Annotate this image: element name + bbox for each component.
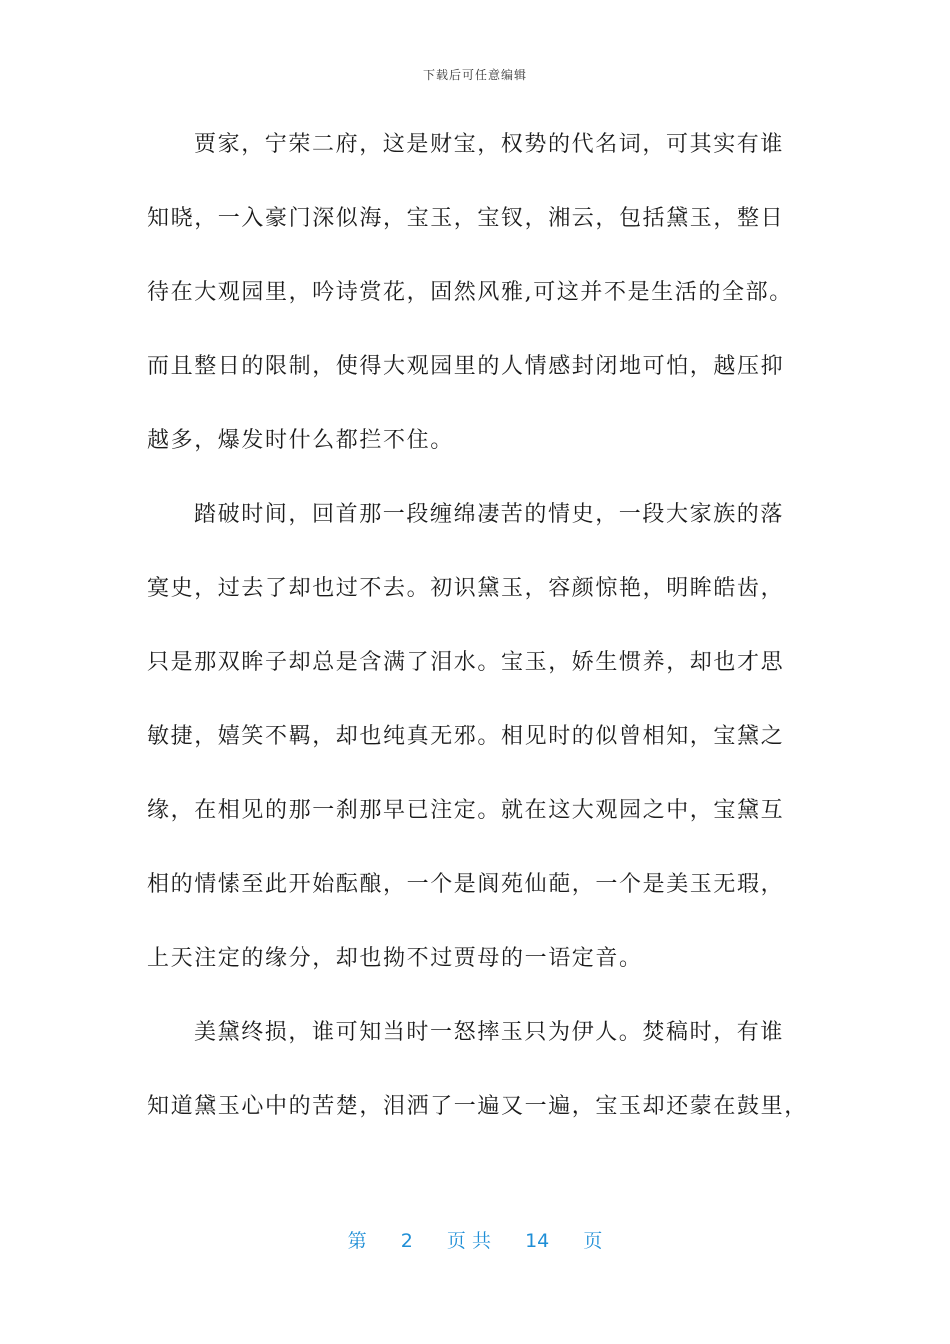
text-line: 上天注定的缘分，却也拗不过贾母的一语定音。 [147,946,643,971]
text-line: 寞史，过去了却也过不去。初识黛玉，容颜惊艳，明眸皓齿， [147,576,785,601]
page-header: 下载后可任意编辑 [422,68,527,82]
text-line: 待在大观园里，吟诗赏花，固然风雅,可这并不是生活的全部。 [147,280,793,305]
footer-middle: 页 共 [446,1230,491,1252]
footer-suffix: 页 [583,1230,603,1252]
text-line: 敏捷，嬉笑不羁，却也纯真无邪。相见时的似曾相知，宝黛之 [147,724,785,749]
text-line: 缘，在相见的那一刹那早已注定。就在这大观园之中，宝黛互 [147,798,785,823]
text-line: 美黛终损，谁可知当时一怒摔玉只为伊人。焚稿时，有谁 [194,1020,785,1045]
text-line: 相的情愫至此开始酝酿，一个是阆苑仙葩，一个是美玉无瑕， [147,872,785,897]
footer-prefix: 第 [347,1230,367,1252]
text-line: 知晓，一入豪门深似海，宝玉，宝钗，湘云，包括黛玉，整日 [147,206,785,231]
footer-page-number: 2 [400,1230,413,1252]
text-line: 而且整日的限制，使得大观园里的人情感封闭地可怕，越压抑 [147,354,785,379]
document-body [147,108,807,1144]
text-line: 踏破时间，回首那一段缠绵凄苦的情史，一段大家族的落 [194,502,785,527]
text-line: 贾家，宁荣二府，这是财宝，权势的代名词，可其实有谁 [194,132,785,157]
footer-total-pages: 14 [525,1230,550,1252]
page-footer [0,1226,950,1253]
text-line: 越多，爆发时什么都拦不住。 [147,428,454,453]
text-line: 只是那双眸子却总是含满了泪水。宝玉，娇生惯养，却也才思 [147,650,785,675]
text-line: 知道黛玉心中的苦楚，泪洒了一遍又一遍，宝玉却还蒙在鼓里， [147,1094,808,1119]
